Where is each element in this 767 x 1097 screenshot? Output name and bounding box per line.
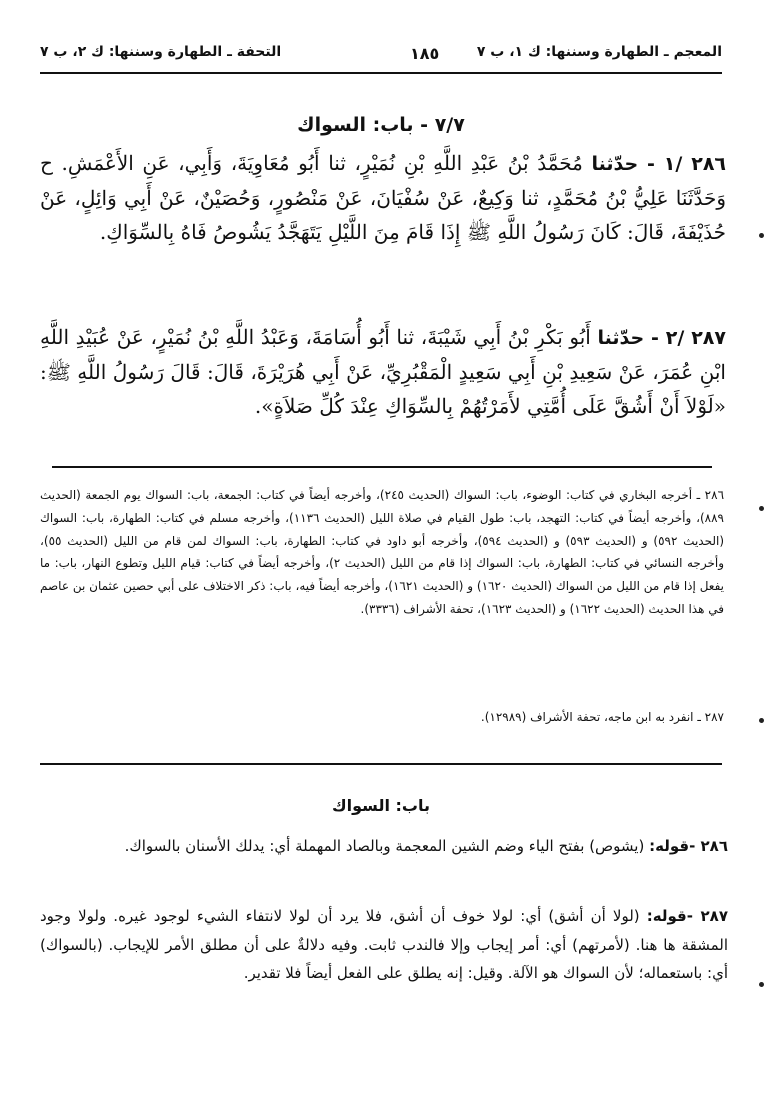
hadith-text: أَبُو بَكْرِ بْنُ أَبِي شَيْبَةَ، ثنا أَبُو أُسَامَةَ، وَعَبْدُ اللَّهِ بْنُ نُمَيْرٍ، عَنْ عُبَيْدِ اللَّهِ ابْنِ عُمَرَ، عَنْ سَعِيدِ بْنِ أَبِي سَعِيدٍ الْمَقْبُرِيِّ، عَنْ أَبِي هُرَيْرَةَ، قَالَ: قَالَ رَسُولُ اللَّهِ ﷺ: «لَوْلاَ أَنْ أَشُقَّ عَلَى أُمَّتِي لأَمَرْتُهُمْ بِالسِّوَاكِ عِنْدَ كُلِّ صَلاَةٍ». — [40, 325, 726, 418]
commentary-separator — [40, 763, 722, 765]
footnote-separator — [52, 466, 712, 468]
footnote-286: ٢٨٦ ـ أخرجه البخاري في كتاب: الوضوء، باب: السواك (الحديث ٢٤٥)، وأخرجه أيضاً في كتاب: الجمعة، باب: السواك يوم الجمعة (الحديث ٨٨٩)، وأخرجه أيضاً في كتاب: التهجد، باب: طول القيام في صلاة الليل (الحديث ١١٣٦)، وأخرجه مسلم في كتاب: الطهارة، باب: السواك (الحديث ٥٩٢) و (الحديث ٥٩٣) و (الحديث ٥٩٤)، وأخرجه أبو داود في كتاب: الطهارة، باب: السواك لمن قام من الليل (الحديث ٥٥)، وأخرجه النسائي في كتاب: الطهارة، باب: السواك إذا قام من الليل (الحديث ٢)، وأخرجه أيضاً في كتاب: قيام الليل وتطوع النهار، باب: ما يفعل إذا قام من الليل من السواك (الحديث ١٦٢٠) و (الحديث ١٦٢١)، وأخرجه أيضاً فيه، باب: ذكر الاختلاف على أبي حصين عثمان بن عاصم في هذا الحديث (الحديث ١٦٢٢) و (الحديث ١٦٢٣)، تحفة الأشراف (٣٣٣٦). — [40, 488, 725, 616]
commentary-text: (يشوص) بفتح الياء وضم الشين المعجمة وبالصاد المهملة أي: يدلك الأسنان بالسواك. — [124, 837, 645, 855]
commentary-label: ٢٨٧ -قوله: — [646, 907, 728, 925]
running-header — [40, 44, 722, 70]
scan-mark-dot — [759, 506, 764, 511]
hadith-287 — [40, 320, 726, 423]
commentary-text: (لولا أن أشق) أي: لولا خوف أن أشق، فلا يرد أن لولا لانتفاء الشيء لوجود غيره. ولولا وجود المشقة ها هنا. (لأمرتهم) أي: أمر إيجاب وإلا فالندب ثابت. وفيه دلالةٌ على أن مطلق الأمر للإيجاب. (بالسواك) أي: باستعماله؛ لأن السواك هو الآلة. وقيل: إنه يطلق على الفعل أيضاً فلا تقدير. — [40, 907, 728, 983]
hadith-text: مُحَمَّدُ بْنُ عَبْدِ اللَّهِ بْنِ نُمَيْرٍ، ثنا أَبُو مُعَاوِيَةَ، وَأَبِي، عَنِ الأَعْمَشِ. ح وَحَدَّثَنَا عَلِيُّ بْنُ مُحَمَّدٍ، ثنا وَكِيعٌ، عَنْ سُفْيَانَ، عَنْ مَنْصُورٍ، وَحُصَيْنٌ، عَنْ أَبِي وَائِلٍ، عَنْ حُذَيْفَةَ، قَالَ: كَانَ رَسُولُ اللَّهِ ﷺ إِذَا قَامَ مِنَ اللَّيْلِ يَتَهَجَّدُ يَشُوصُ فَاهُ بِالسِّوَاكِ. — [40, 151, 726, 244]
hadith-number: ٢٨٧ /٢ - حدّثنا — [597, 327, 726, 349]
commentary-label: ٢٨٦ -قوله: — [649, 837, 728, 855]
commentary-title: باب: السواك — [331, 796, 430, 815]
scan-mark-dot — [759, 982, 764, 987]
page-number: ١٨٥ — [410, 44, 440, 63]
commentary-entry-287 — [40, 902, 728, 988]
header-left: التحفة ـ الطهارة وسننها: ك ٢، ب ٧ — [40, 44, 282, 60]
footnote-287: ٢٨٧ ـ انفرد به ابن ماجه، تحفة الأشراف (١٢٩٨٩). — [480, 710, 724, 724]
header-right: المعجم ـ الطهارة وسننها: ك ١، ب ٧ — [476, 44, 722, 60]
header-rule — [40, 72, 722, 74]
hadith-286 — [40, 146, 726, 249]
chapter-title: ٧/٧ - باب: السواك — [297, 114, 465, 136]
commentary-entry-286 — [40, 832, 728, 861]
hadith-number: ٢٨٦ /١ - حدّثنا — [591, 153, 727, 175]
scan-mark-dot — [759, 233, 764, 238]
scan-mark-dot — [759, 718, 764, 723]
